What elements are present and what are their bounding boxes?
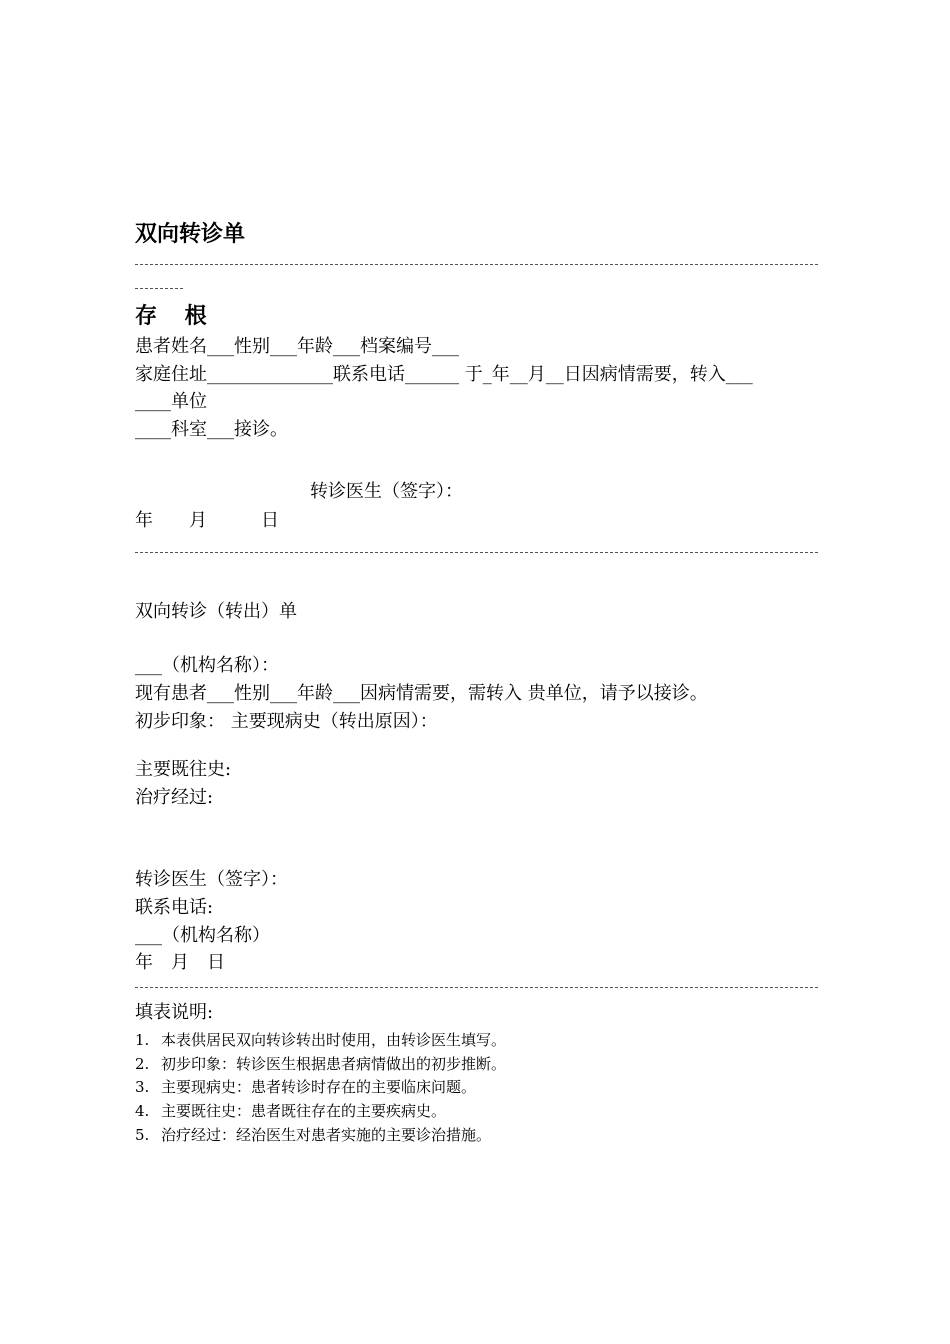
referral-phone: 联系电话: [135,897,214,918]
instruction-item: 4. 主要既往史：患者既往存在的主要疾病史。 [135,1102,447,1120]
instruction-item: 1. 本表供居民双向转诊转出时使用，由转诊医生填写。 [135,1031,507,1049]
referral-institution-line: ___（机构名称）： [135,655,279,676]
instruction-item: 2. 初步印象：转诊医生根据患者病情做出的初步推断。 [135,1055,507,1073]
stub-unit-line: ____单位 [135,391,207,412]
stub-doctor-signature: 转诊医生（签字）： [310,481,463,502]
dashed-separator-tail [135,288,183,289]
referral-date-line: 年 月 日 [135,952,225,973]
dashed-separator [135,552,818,553]
stub-date-line: 年 月 日 [135,510,279,531]
stub-address-line: 家庭住址______________联系电话______ 于_年__月__日因病情需要，转入___ [135,364,753,385]
stub-heading: 存 根 [135,303,217,329]
referral-patient-line: 现有患者___性别___年龄___因病情需要，需转入 贵单位，请予以接诊。 [135,683,708,704]
instruction-item: 5. 治疗经过：经治医生对患者实施的主要诊治措施。 [135,1126,492,1144]
form-title: 双向转诊单 [135,221,246,247]
dashed-separator [135,987,818,988]
stub-dept-line: ____科室___接诊。 [135,419,288,440]
referral-institution-signature: ___（机构名称） [135,925,270,946]
dashed-separator [135,264,818,265]
referral-impression-line: 初步印象： 主要现病史（转出原因）： [135,711,438,732]
referral-doctor-signature: 转诊医生（签字）： [135,869,288,890]
instructions-heading: 填表说明: [135,1002,214,1023]
referral-past-history: 主要既往史: [135,759,232,780]
stub-patient-line: 患者姓名___性别___年龄___档案编号___ [135,336,459,357]
referral-treatment: 治疗经过: [135,787,214,808]
referral-title: 双向转诊（转出）单 [135,601,297,622]
instruction-item: 3. 主要现病史：患者转诊时存在的主要临床问题。 [135,1078,477,1096]
